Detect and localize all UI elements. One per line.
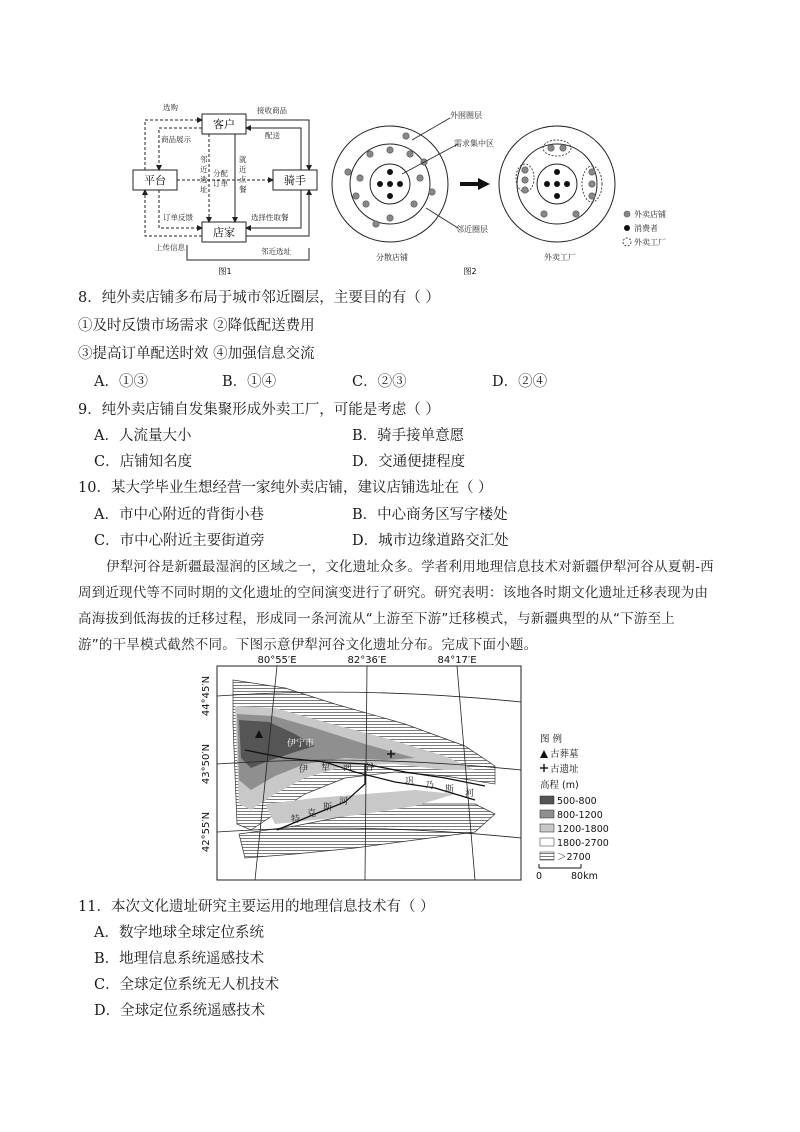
label-order-feedback: 订单反馈	[163, 213, 193, 222]
label-nearby-site-1: 邻	[200, 155, 208, 164]
figure-1-caption: 图1	[218, 267, 232, 276]
question-11-option-b[interactable]: B．地理信息系统遥感技术	[94, 951, 265, 967]
label-demand-center: 需求集中区	[454, 139, 494, 148]
question-9-stem: 9．纯外卖店铺自发集聚形成外卖工厂，可能是考虑（ ）	[78, 402, 440, 418]
node-rider: 骑手	[284, 174, 306, 187]
legend-range-2: 800-1200	[557, 810, 603, 821]
place-gongnaisi-3: 斯	[445, 785, 455, 795]
question-8-option-a[interactable]: A．①③	[94, 374, 148, 390]
legend-store: 外卖店铺	[634, 210, 666, 219]
legend-site: 古遗址	[550, 764, 579, 775]
lon-label-2: 82°36′E	[347, 655, 387, 666]
question-11-option-a[interactable]: A．数字地球全球定位系统	[94, 925, 264, 941]
node-store: 店家	[213, 226, 235, 239]
label-takeout-factory: 外卖工厂	[544, 253, 576, 262]
place-tekesi-2: 克	[307, 809, 317, 819]
passage-line-3: 高海拔到低海拔的迁移过程，形成同一条河流从“上游至下游”迁移模式，与新疆典型的从“下游至上	[78, 611, 675, 627]
lat-label-1: 44°45′N	[201, 675, 212, 717]
question-10-option-d[interactable]: D．城市边缘道路交汇处	[352, 533, 509, 549]
place-gongnaisi-2: 乃	[425, 781, 435, 791]
ili-valley-map	[195, 654, 625, 882]
legend-range-4: 1800-2700	[557, 838, 609, 849]
question-10-option-c[interactable]: C．市中心附近主要街道旁	[94, 533, 265, 549]
question-11-option-d[interactable]: D．全球定位系统遥感技术	[94, 1003, 266, 1019]
lon-label-3: 84°17′E	[437, 655, 477, 666]
question-9-option-d[interactable]: D．交通便捷程度	[352, 454, 466, 470]
question-8-line-2: ③提高订单配送时效 ④加强信息交流	[78, 346, 315, 362]
question-11-stem: 11．本次文化遗址研究主要运用的地理信息技术有（ ）	[78, 899, 435, 915]
figure-1-diagram	[125, 100, 325, 278]
question-8-option-d[interactable]: D．②④	[492, 374, 548, 390]
label-upload-info: 上传信息	[155, 243, 185, 252]
legend-elevation-title: 高程 (m)	[540, 780, 579, 791]
question-9-option-c[interactable]: C．店铺知名度	[94, 454, 193, 470]
question-9-option-a[interactable]: A．人流量大小	[94, 428, 192, 444]
place-tekesi-3: 斯	[323, 803, 333, 813]
place-ili-2: 犁	[321, 763, 331, 773]
place-ili-1: 伊	[299, 765, 309, 775]
legend-consumer: 消费者	[634, 224, 658, 233]
label-nearby-ring: 邻近圈层	[456, 225, 488, 234]
label-dispatch-2: 订单	[213, 179, 228, 188]
place-gongnaisi-1: 巩	[405, 777, 415, 787]
scale-80km: 80km	[571, 871, 598, 882]
node-customer: 客户	[213, 118, 235, 131]
legend-tomb: 古葬墓	[550, 749, 579, 760]
legend-range-5: ＞2700	[557, 852, 591, 863]
question-8-option-c[interactable]: C．②③	[352, 374, 407, 390]
label-nearby-site-3: 选	[200, 175, 208, 184]
lon-label-1: 80°55′E	[257, 655, 297, 666]
figure-2-caption: 图2	[463, 267, 477, 276]
passage	[78, 554, 728, 658]
legend-site-icon	[540, 764, 548, 772]
question-10-option-b[interactable]: B．中心商务区写字楼处	[352, 507, 508, 523]
question-10-option-a[interactable]: A．市中心附近的背街小巷	[94, 507, 264, 523]
label-nearby-site-4: 址	[200, 185, 208, 194]
label-outer-ring: 外围圈层	[450, 111, 482, 120]
figure-2-diagram	[330, 100, 670, 278]
label-nearby-site-select: 邻近选址	[261, 247, 291, 256]
place-yining: 伊宁市	[287, 739, 315, 749]
question-8-line-1: ①及时反馈市场需求 ②降低配送费用	[78, 318, 315, 334]
label-scattered-stores: 分散店铺	[376, 253, 408, 262]
scale-bar	[539, 864, 581, 868]
legend-factory: 外卖工厂	[634, 238, 666, 247]
place-tekesi-1: 特	[291, 815, 301, 825]
label-receive-goods: 接收商品	[257, 106, 287, 115]
place-tekesi-4: 河	[339, 797, 349, 807]
legend-range-1: 500-800	[557, 796, 597, 807]
question-10-stem: 10．某大学毕业生想经营一家纯外卖店铺，建议店铺选址在（ ）	[78, 480, 493, 496]
label-delivery: 配送	[265, 131, 280, 140]
place-ili-3: 河	[343, 763, 353, 773]
lat-label-3: 42°55′N	[201, 811, 212, 853]
legend-range-3: 1200-1800	[557, 824, 609, 835]
map-legend-title: 图 例	[540, 734, 563, 745]
label-product-display: 商品展示	[161, 135, 191, 144]
question-8-option-b[interactable]: B．①④	[222, 374, 277, 390]
scale-zero: 0	[536, 871, 543, 882]
label-nearby-meal-1: 就	[239, 155, 247, 164]
label-nearby-meal-3: 点	[239, 175, 247, 184]
question-8-stem: 8．纯外卖店铺多布局于城市邻近圈层，主要目的有（ ）	[78, 290, 440, 306]
passage-line-1: 伊犁河谷是新疆最湿润的区域之一，文化遗址众多。学者利用地理信息技术对新疆伊犁河谷从夏朝-西	[106, 559, 714, 575]
place-gongnaisi-4: 河	[465, 789, 475, 799]
lat-label-2: 43°50′N	[201, 743, 212, 785]
question-11-option-c[interactable]: C．全球定位系统无人机技术	[94, 977, 280, 993]
label-nearby-meal-4: 餐	[239, 185, 247, 194]
label-nearby-meal-2: 近	[239, 165, 247, 174]
label-nearby-site-2: 近	[200, 165, 208, 174]
node-platform: 平台	[144, 174, 166, 187]
legend-tomb-icon	[540, 750, 548, 758]
question-9-option-b[interactable]: B．骑手接单意愿	[352, 428, 465, 444]
label-select: 选购	[163, 103, 178, 112]
passage-line-2: 周到近现代等不同时期的文化遗址的空间演变进行了研究。研究表明：该地各时期文化遗址迁移表现为由	[78, 585, 709, 601]
place-ili-4: 谷	[365, 763, 375, 773]
label-selective-pickup: 选择性取餐	[251, 213, 289, 222]
label-dispatch-1: 分配	[213, 169, 228, 178]
passage-line-4: 游”的干旱模式截然不同。下图示意伊犁河谷文化遗址分布。完成下面小题。	[78, 637, 538, 653]
